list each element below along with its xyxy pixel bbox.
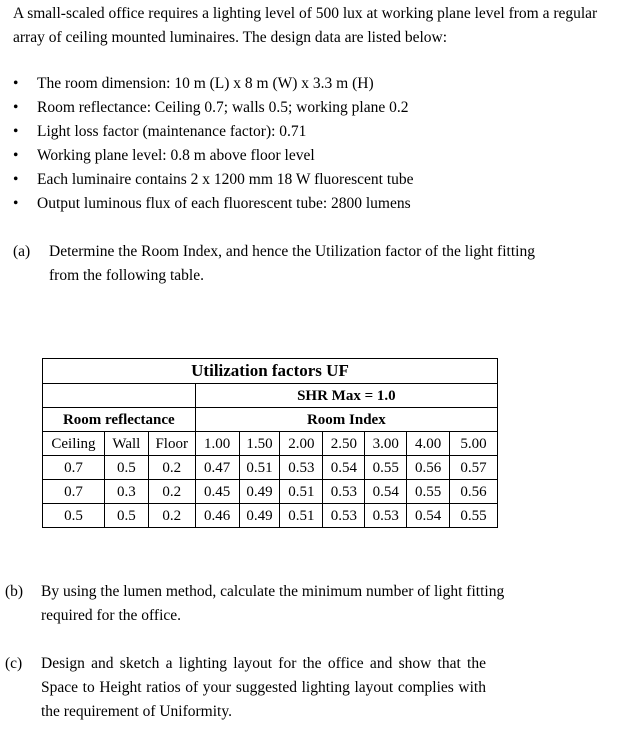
table-cell: 0.3 bbox=[104, 480, 148, 504]
table-cell: 0.55 bbox=[450, 504, 498, 528]
bullet-icon: • bbox=[13, 195, 19, 212]
bullet-icon: • bbox=[13, 75, 19, 92]
table-cell: 0.53 bbox=[280, 456, 323, 480]
table-cell: 0.56 bbox=[407, 456, 450, 480]
table-cell: 0.49 bbox=[239, 504, 280, 528]
room-index-header: Room Index bbox=[195, 408, 497, 432]
table-header-cell: Wall bbox=[104, 432, 148, 456]
bullet-icon: • bbox=[13, 123, 19, 140]
table-cell: 0.49 bbox=[239, 480, 280, 504]
table-cell: 0.51 bbox=[280, 504, 323, 528]
table-cell: 0.56 bbox=[450, 480, 498, 504]
table-cell: 0.46 bbox=[195, 504, 239, 528]
list-item: • Room reflectance: Ceiling 0.7; walls 0.5; working plane 0.2 bbox=[13, 96, 414, 120]
bullet-icon: • bbox=[13, 147, 19, 164]
table-row bbox=[43, 504, 498, 528]
table-cell: 0.5 bbox=[43, 504, 105, 528]
question-a-text: Determine the Room Index, and hence the Utilization factor of the light fitting from the following table. bbox=[49, 243, 535, 284]
table-cell: 0.7 bbox=[43, 456, 105, 480]
table-header-cell: 2.00 bbox=[280, 432, 323, 456]
table-cell: 0.51 bbox=[239, 456, 280, 480]
utilization-factor-table bbox=[42, 358, 498, 528]
table-header-cell: 5.00 bbox=[450, 432, 498, 456]
table-cell: 0.53 bbox=[323, 504, 365, 528]
table-cell: 0.5 bbox=[104, 504, 148, 528]
question-c-text: Design and sketch a lighting layout for the office and show that the Space to Height ratios of your suggested lighting layout complies with the requirement of Uniformity. bbox=[41, 655, 486, 720]
table-cell: 0.53 bbox=[365, 504, 407, 528]
table-cell: 0.54 bbox=[407, 504, 450, 528]
table-cell: 0.57 bbox=[450, 456, 498, 480]
bullet-icon: • bbox=[13, 99, 19, 116]
list-item: • Working plane level: 0.8 m above floor level bbox=[13, 144, 414, 168]
table-cell: 0.2 bbox=[148, 504, 195, 528]
table-header-cell: Ceiling bbox=[43, 432, 105, 456]
table-cell: 0.45 bbox=[195, 480, 239, 504]
question-a bbox=[13, 240, 539, 288]
table-blank-cell bbox=[43, 384, 196, 408]
table-cell: 0.47 bbox=[195, 456, 239, 480]
table-header-cell: 2.50 bbox=[323, 432, 365, 456]
table-header-cell: 3.00 bbox=[365, 432, 407, 456]
question-b-label: (b) bbox=[5, 583, 24, 600]
question-c bbox=[5, 652, 486, 724]
intro-paragraph: A small-scaled office requires a lighting level of 500 lux at working plane level from a regular array of ceiling mounted luminaires. The design data are listed below: bbox=[13, 5, 598, 46]
list-item: • Each luminaire contains 2 x 1200 mm 18 W fluorescent tube bbox=[13, 168, 414, 192]
list-item: • The room dimension: 10 m (L) x 8 m (W) x 3.3 m (H) bbox=[13, 72, 414, 96]
table-cell: 0.55 bbox=[365, 456, 407, 480]
shr-max-label: SHR Max = 1.0 bbox=[195, 384, 497, 408]
table-row bbox=[43, 480, 498, 504]
table-cell: 0.54 bbox=[323, 456, 365, 480]
question-a-label: (a) bbox=[13, 243, 31, 260]
table-cell: 0.5 bbox=[104, 456, 148, 480]
table-cell: 0.51 bbox=[280, 480, 323, 504]
question-b bbox=[5, 580, 521, 628]
table-header-row bbox=[43, 432, 498, 456]
table-cell: 0.7 bbox=[43, 480, 105, 504]
table-header-cell: 4.00 bbox=[407, 432, 450, 456]
bullet-icon: • bbox=[13, 171, 19, 188]
list-item: • Output luminous flux of each fluorescent tube: 2800 lumens bbox=[13, 192, 414, 216]
question-c-label: (c) bbox=[5, 655, 23, 672]
table-title: Utilization factors UF bbox=[43, 359, 498, 384]
table-row bbox=[43, 456, 498, 480]
table-cell: 0.53 bbox=[323, 480, 365, 504]
table-cell: 0.2 bbox=[148, 480, 195, 504]
table-header-cell: 1.00 bbox=[195, 432, 239, 456]
design-data-list bbox=[13, 72, 414, 216]
question-b-text: By using the lumen method, calculate the minimum number of light fitting required for the office. bbox=[41, 583, 505, 624]
room-reflectance-header: Room reflectance bbox=[43, 408, 196, 432]
table-header-cell: 1.50 bbox=[239, 432, 280, 456]
list-item: • Light loss factor (maintenance factor): 0.71 bbox=[13, 120, 414, 144]
table-header-cell: Floor bbox=[148, 432, 195, 456]
table-cell: 0.55 bbox=[407, 480, 450, 504]
table-cell: 0.2 bbox=[148, 456, 195, 480]
table-cell: 0.54 bbox=[365, 480, 407, 504]
